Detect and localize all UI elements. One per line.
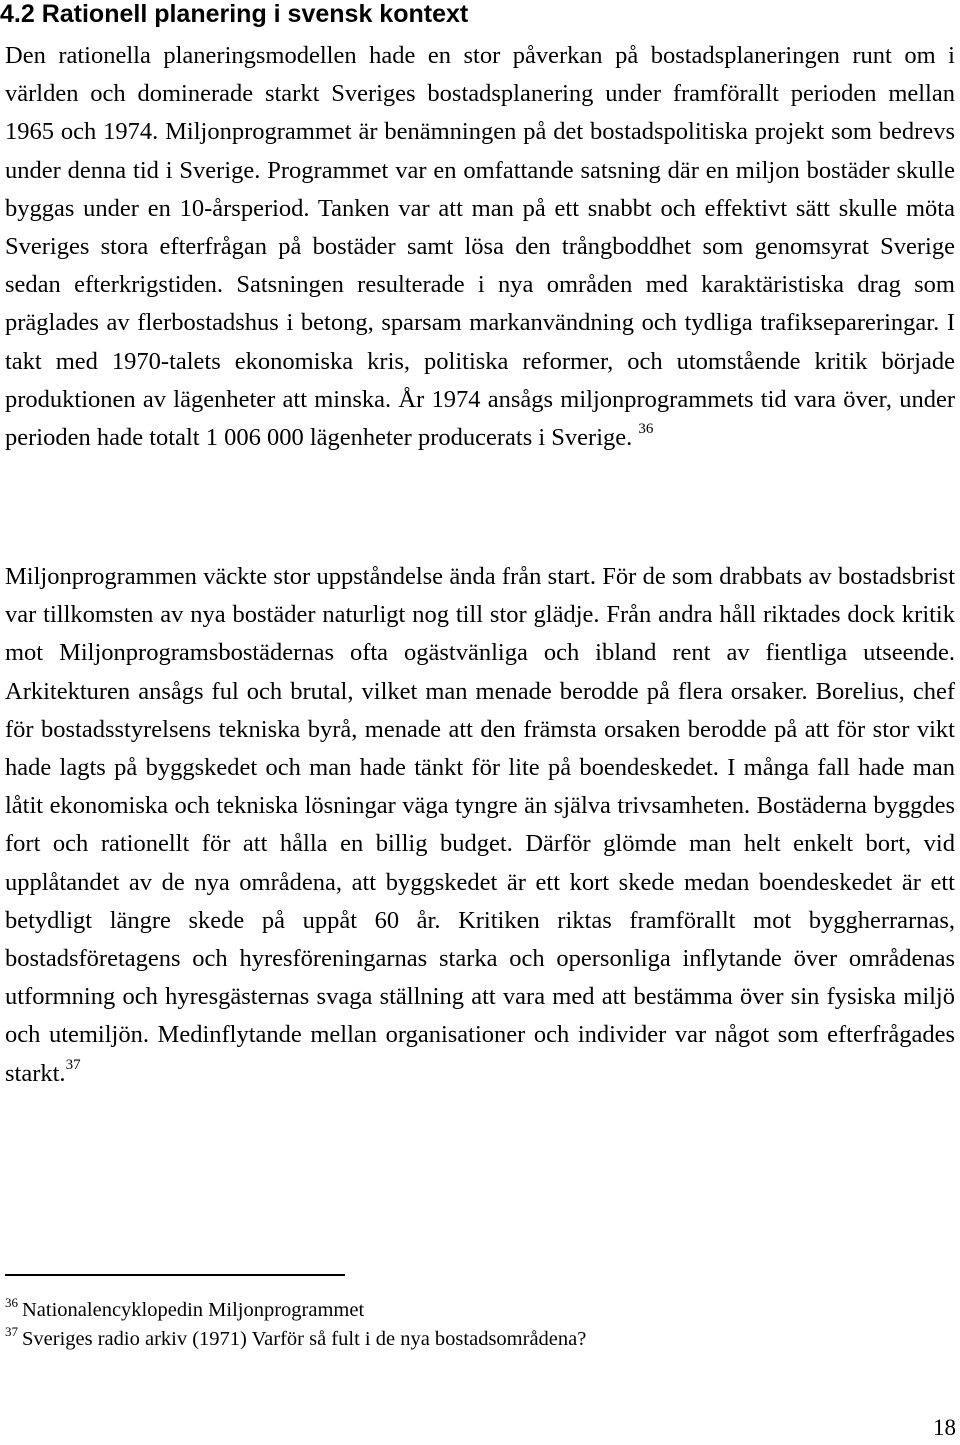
footnote-number: 37	[5, 1324, 18, 1339]
footnote	[5, 1326, 586, 1352]
footnote-text: Nationalencyklopedin Miljonprogrammet	[22, 1299, 365, 1321]
section-heading: 4.2 Rationell planering i svensk kontext	[0, 0, 469, 28]
footnote-reference[interactable]: 36	[638, 421, 654, 438]
paragraph-text: Den rationella planeringsmodellen hade en stor påverkan på bostadsplaneringen runt om i världen och dominerade starkt Sveriges bostadsplanering under framförallt perioden mellan 1965 och 1974. Miljonprogrammet är benämningen på det bostadspolitiska projekt som bedrevs under denna tid i Sverige. Programmet var en omfattande satsning där en miljon bostäder skulle byggas under en 10-årsperiod. Tanken var att man på ett snabbt och effektivt sätt skulle möta Sveriges stora efterfrågan på bostäder samt lösa den trångboddhet som genomsyrat Sverige sedan efterkrigstiden. Satsningen resulterade i nya områden med karaktäristiska drag som präglades av flerbostadshus i betong, sparsam markanvändning och tydliga trafiksepareringar. I takt med 1970-talets ekonomiska kris, politiska reformer, och utomstående kritik började produktionen av lägenheter att minska. År 1974 ansågs miljonprogrammets tid vara över, under perioden hade totalt 1 006 000 lägenheter producerats i Sverige.	[5, 42, 955, 452]
body-paragraph	[5, 558, 955, 1093]
footnote-reference[interactable]: 37	[65, 1056, 81, 1073]
body-paragraph	[5, 37, 955, 457]
footnote	[5, 1297, 364, 1323]
footnote-text: Sveriges radio arkiv (1971) Varför så fult i de nya bostadsområdena?	[22, 1328, 587, 1350]
page-number: 18	[933, 1415, 956, 1440]
footnote-number: 36	[5, 1295, 18, 1310]
footnote-separator	[5, 1274, 345, 1276]
paragraph-text: Miljonprogrammen väckte stor uppståndelse ända från start. För de som drabbats av bostadsbrist var tillkomsten av nya bostäder naturligt nog till stor glädje. Från andra håll riktades dock kritik mot Miljonprogramsbostädernas ofta ogästvänliga och ibland rent av fientliga utseende. Arkitekturen ansågs ful och brutal, vilket man menade berodde på flera orsaker. Borelius, chef för bostadsstyrelsens tekniska byrå, menade att den främsta orsaken berodde på att för stor vikt hade lagts på byggskedet och man hade tänkt för lite på boendeskedet. I många fall hade man låtit ekonomiska och tekniska lösningar väga tyngre än själva trivsamheten. Bostäderna byggdes fort och rationellt för att hålla en billig budget. Därför glömde man helt enkelt bort, vid upplåtandet av de nya områdena, att byggskedet är ett kort skede medan boendeskedet är ett betydligt längre skede på uppåt 60 år. Kritiken riktas framförallt mot byggherrarnas, bostadsföretagens och hyresföreningarnas starka och opersonliga inflytande över områdenas utformning och hyresgästernas svaga ställning att vara med att bestämma över sin fysiska miljö och utemiljön. Medinflytande mellan organisationer och individer var något som efterfrågades starkt.	[5, 563, 955, 1087]
